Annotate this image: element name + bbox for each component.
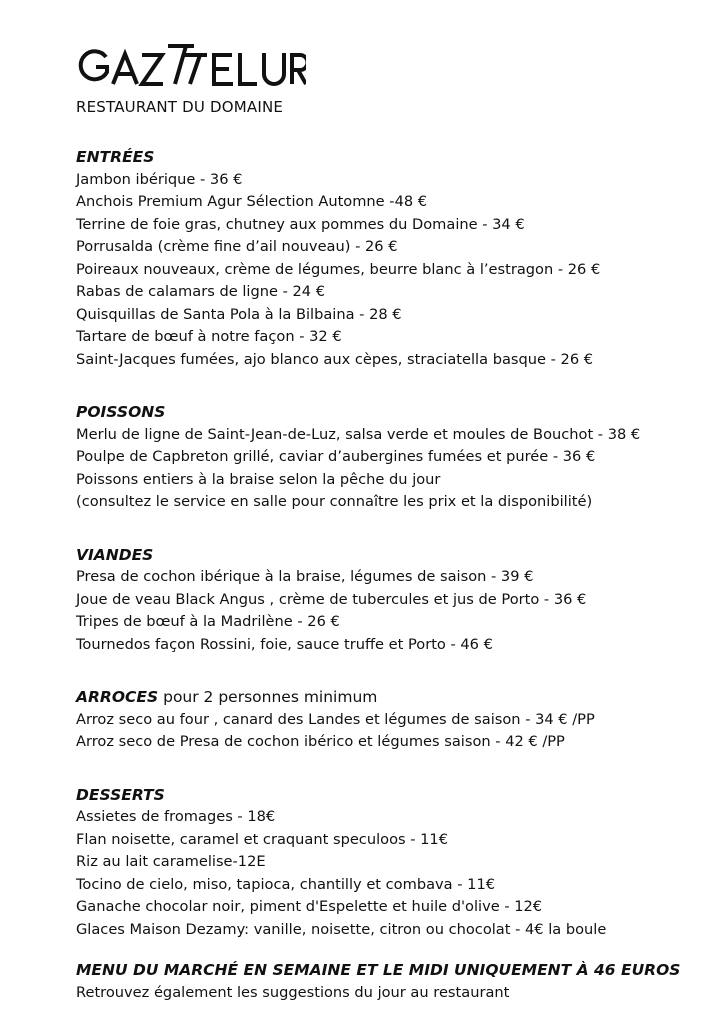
menu-item: Joue de veau Black Angus , crème de tubercules et jus de Porto - 36 €: [76, 590, 587, 608]
menu-item: Poulpe de Capbreton grillé, caviar d’aubergines fumées et purée - 36 €: [76, 448, 596, 465]
menu-item: Rabas de calamars de ligne - 24 €: [76, 283, 325, 300]
menu-item: Quisquillas de Santa Pola à la Bilbaina - 28 €: [76, 305, 402, 323]
menu-item: Poireaux nouveaux, crème de légumes, beurre blanc à l’estragon - 26 €: [76, 260, 601, 278]
menu-item: Tocino de cielo, miso, tapioca, chantilly et combava - 11€: [76, 875, 496, 893]
menu-item: Anchois Premium Agur Sélection Automne -48 €: [76, 193, 428, 210]
section-title-text: ENTRÉES: [76, 148, 155, 166]
gaztelur-logo: [76, 40, 704, 92]
section-title: [76, 146, 704, 169]
menu-item: Arroz seco au four , canard des Landes et légumes de saison - 34 € /PP: [76, 710, 595, 728]
section-title: [76, 544, 704, 567]
menu-section: [76, 784, 704, 942]
menu-item: Merlu de ligne de Saint-Jean-de-Luz, salsa verde et moules de Bouchot - 38 €: [76, 425, 641, 443]
menu-item: Jambon ibérique - 36 €: [76, 170, 243, 188]
menu-section: [76, 401, 704, 514]
section-title-text: DESSERTS: [76, 785, 165, 804]
menu-item: Tripes de bœuf à la Madrilène - 26 €: [76, 613, 340, 630]
section-title: [76, 784, 704, 807]
menu-item: Flan noisette, caramel et craquant speculoos - 11€: [76, 830, 448, 848]
menu-du-marche-title: MENU DU MARCHÉ EN SEMAINE ET LE MIDI UNIQUEMENT À 46 EUROS: [76, 961, 681, 979]
menu-item: Poissons entiers à la braise selon la pêche du jour: [76, 470, 441, 488]
section-title-text: ARROCES: [76, 688, 159, 706]
menu-item: Assietes de fromages - 18€: [76, 808, 276, 825]
menu-section: [76, 686, 704, 754]
restaurant-subtitle: RESTAURANT DU DOMAINE: [76, 98, 284, 116]
section-title-text: POISSONS: [76, 403, 166, 421]
section-title: [76, 401, 704, 424]
section-title-text: VIANDES: [76, 545, 154, 564]
menu-item: (consultez le service en salle pour connaître les prix et la disponibilité): [76, 493, 593, 510]
menu-item: Tournedos façon Rossini, foie, sauce truffe et Porto - 46 €: [76, 635, 493, 653]
menu-du-marche: [76, 959, 704, 1004]
menu-item: Riz au lait caramelise-12E: [76, 853, 266, 870]
menu-item: Arroz seco de Presa de cochon ibérico et légumes saison - 42 € /PP: [76, 733, 565, 750]
section-title: [76, 686, 704, 709]
menu-item: Glaces Maison Dezamy: vanille, noisette, citron ou chocolat - 4€ la boule: [76, 920, 607, 938]
menu-item: Saint-Jacques fumées, ajo blanco aux cèpes, straciatella basque - 26 €: [76, 350, 594, 368]
menu-du-marche-line: Retrouvez également les suggestions du jour au restaurant: [76, 983, 510, 1001]
menu-item: Presa de cochon ibérique à la braise, légumes de saison - 39 €: [76, 568, 534, 585]
section-note: pour 2 personnes minimum: [158, 688, 378, 706]
menu-section: [76, 544, 704, 657]
menu-section: [76, 146, 704, 371]
menu-item: Ganache chocolar noir, piment d'Espelette et huile d'olive - 12€: [76, 898, 543, 915]
menu-item: Tartare de bœuf à notre façon - 32 €: [76, 328, 342, 345]
menu-page: [76, 40, 704, 1004]
menu-item: Porrusalda (crème fine d’ail nouveau) - 26 €: [76, 238, 398, 255]
menu-sections: [76, 146, 704, 941]
menu-item: Terrine de foie gras, chutney aux pommes du Domaine - 34 €: [76, 215, 525, 233]
gaztelur-logo-mark: [76, 40, 306, 88]
